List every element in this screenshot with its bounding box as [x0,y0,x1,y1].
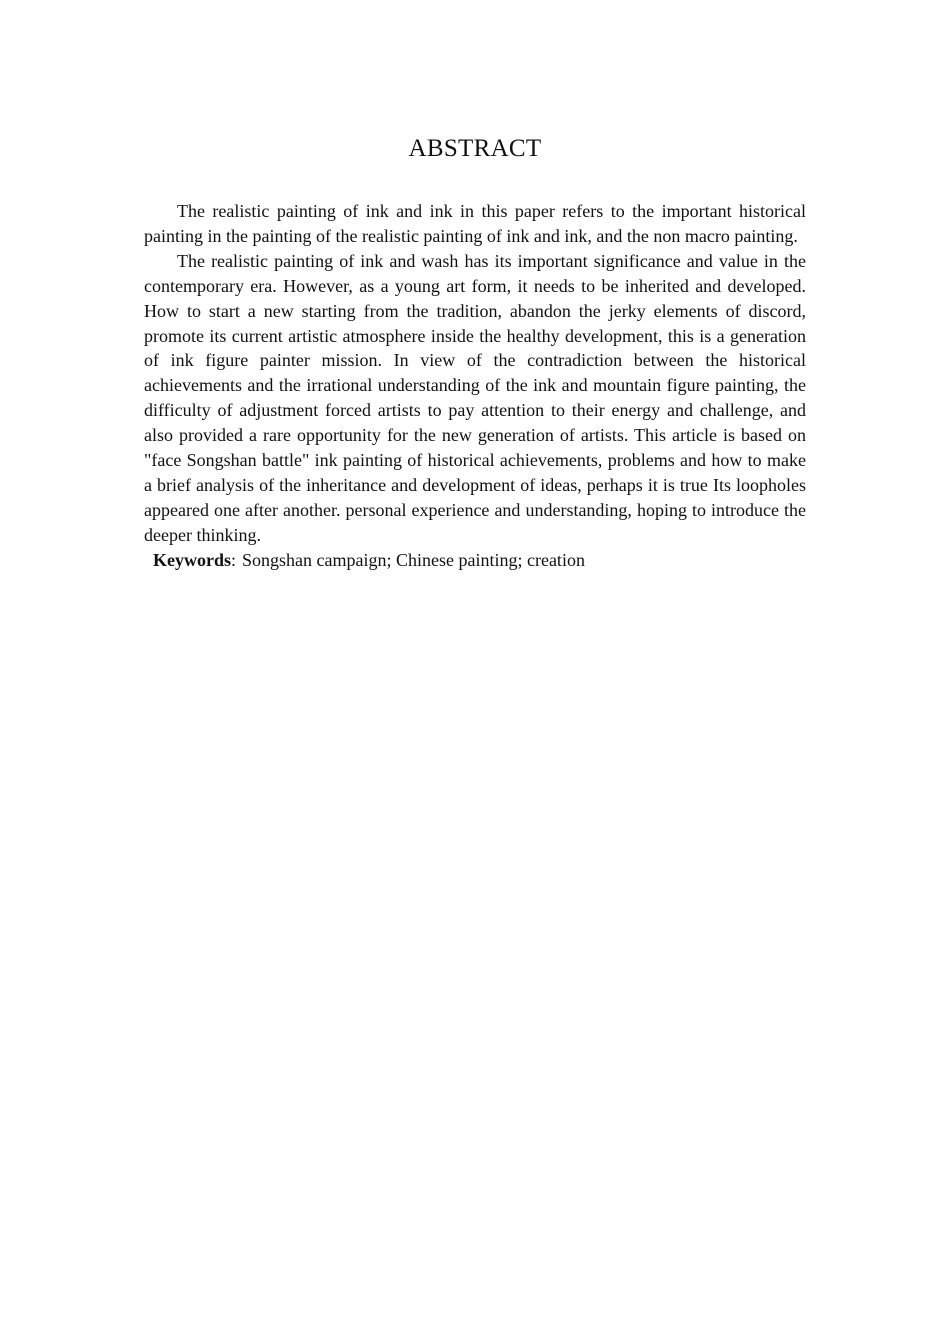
keywords-separator: : [231,549,237,570]
abstract-title: ABSTRACT [408,135,542,162]
abstract-paragraph-1: The realistic painting of ink and ink in this paper refers to the important historical painting in the painting of the realistic painting of ink and ink, and the non macro painting. [144,201,806,246]
abstract-section [144,132,806,573]
keywords-line [144,548,806,573]
keywords-label: Keywords [153,549,231,570]
keywords-value: Songshan campaign; Chinese painting; creation [242,549,585,570]
abstract-paragraph-2: The realistic painting of ink and wash has its important significance and value in the contemporary era. However, as a young art form, it needs to be inherited and developed. How to start a new starting from the tradition, abandon the jerky elements of discord, promote its current artistic atmosphere inside the healthy development, this is a generation of ink figure painter mission. In view of the contradiction between the historical achievements and the irrational understanding of the ink and mountain figure painting, the difficulty of adjustment forced artists to pay attention to their energy and challenge, and also provided a rare opportunity for the new generation of artists. This article is based on "face Songshan battle" ink painting of historical achievements, problems and how to make a brief analysis of the inheritance and development of ideas, perhaps it is true Its loopholes appeared one after another. personal experience and understanding, hoping to introduce the deeper thinking. [144,250,806,545]
